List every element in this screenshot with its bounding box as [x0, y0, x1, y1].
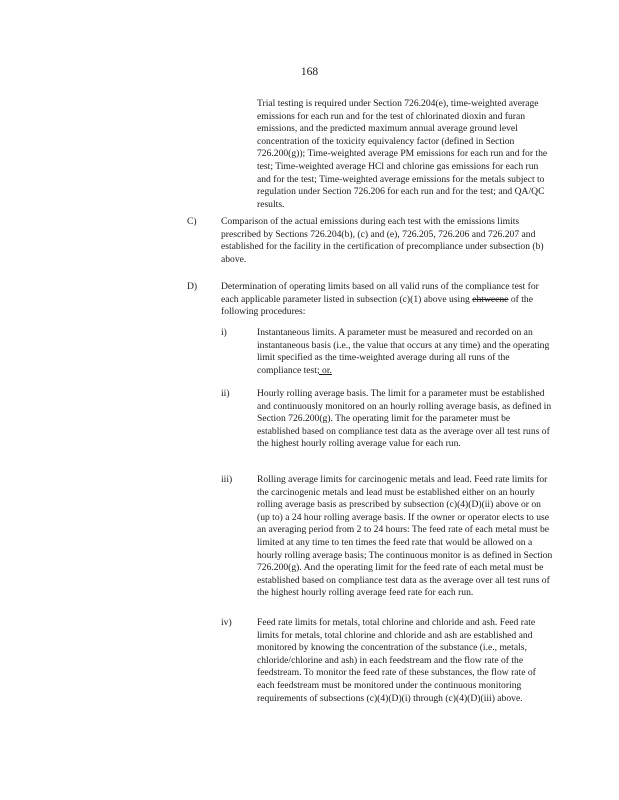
- section-c-label: C): [187, 216, 197, 227]
- item-i-marked-text: ; or.: [316, 364, 332, 376]
- section-d-text-before: Determination of operating limits based on all valid runs of the compliance test for each applicable parameter listed in subsection (c)(1) above using: [221, 281, 539, 305]
- page-number: 168: [300, 66, 319, 78]
- item-ii-label: ii): [221, 388, 230, 399]
- intro-paragraph: [257, 98, 553, 211]
- item-i-label: i): [221, 327, 227, 338]
- intro-text: Trial testing is required under Section 726.204(e), time-weighted average emissions for each run and for the test of chlorinated dioxin and furan emissions, and the predicted maximum annual average ground level concentration of the toxicity equivalency factor (defined in Section 726.200(g)); Time-weighted average PM emissions for each run and for the test; Time-weighted average HCl and chlorine gas emissions for each run and for the test; Time-weighted average emissions for the metals subject to regulation under Section 726.206 for each run and for the test; and QA/QC results.: [257, 98, 548, 210]
- item-iv-label: iv): [221, 617, 232, 628]
- item-iii-text: Rolling average limits for carcinogenic metals and lead. Feed rate limits for the carcinogenic metals and lead must be established either on an hourly rolling average basis as prescribed by subsection (c)(4)(D)(ii) above or on (up to) a 24 hour rolling average basis. If the owner or operator elects to use an averaging period from 2 to 24 hours: The feed rate of each metal must be limited at any time to ten times the feed rate that would be allowed on a hourly rolling average basis; The continuous monitor is as defined in Section 726.200(g). And the operating limit for the feed rate of each metal must be established based on compliance test data as the average over all test runs of the highest hourly rolling average feed rate for each run.: [257, 474, 553, 599]
- item-i-text: [257, 327, 553, 377]
- section-d-struck-word: ehtweene: [472, 293, 509, 305]
- item-i-text-before: Instantaneous limits. A parameter must be measured and recorded on an instantaneous basis (i.e., the value that occurs at any time) and the operating limit specified as the time-weighted average during all runs of the compliance test: [257, 327, 550, 376]
- item-ii-paragraph: [257, 388, 553, 451]
- section-d-paragraph: [221, 281, 553, 319]
- item-iv-paragraph: [257, 617, 553, 705]
- item-iii-label: iii): [221, 474, 233, 485]
- item-ii-text: Hourly rolling average basis. The limit for a parameter must be established and continuously monitored on an hourly rolling average basis, as defined in Section 726.200(g). The operating limit for the parameter must be established based on compliance test data as the average over all test runs of the highest hourly rolling average value for each run.: [257, 388, 552, 450]
- section-c-text: Comparison of the actual emissions during each test with the emissions limits prescribed by Sections 726.204(b), (c) and (e), 726.205, 726.206 and 726.207 and established for the facility in the certification of precompliance under subsection (b) above.: [221, 216, 544, 265]
- section-d-text-after: of the following procedures:: [221, 293, 533, 318]
- section-d-text: [221, 281, 553, 319]
- item-iii-paragraph: [257, 474, 553, 600]
- section-c-paragraph: [221, 216, 553, 266]
- section-d-label: D): [187, 281, 198, 292]
- item-i-paragraph: [257, 327, 553, 377]
- item-iv-text: Feed rate limits for metals, total chlorine and chloride and ash. Feed rate limits for metals, total chlorine and chloride and ash are established and monitored by knowing the concentration of the substance (i.e., metals, chloride/chlorine and ash) in each feedstream and the flow rate of the feedstream. To monitor the feed rate of these substances, the flow rate of each feedstream must be monitored under the continuous monitoring requirements of subsections (c)(4)(D)(i) through (c)(4)(D)(iii) above.: [257, 617, 536, 704]
